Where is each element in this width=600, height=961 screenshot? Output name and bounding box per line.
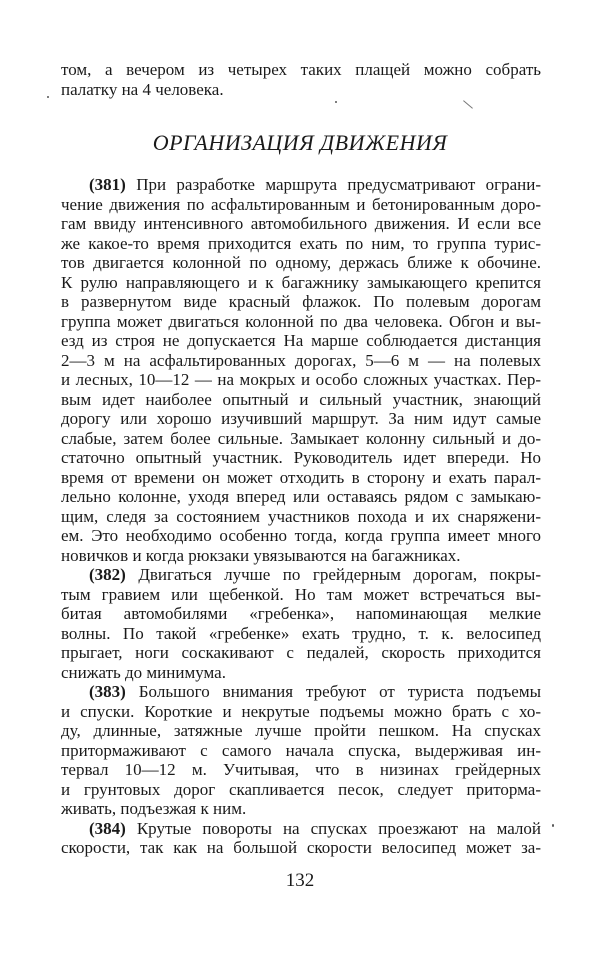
text-line: ду, длинные, затяжные лучше пройти пешком. На спусках [61,721,541,740]
text-line: статочно опытный участник. Руководитель идет впереди. Но [61,448,541,467]
paragraph [61,175,541,565]
text-line: чение движения по асфальтированным и бетонированным доро- [61,194,541,214]
text-line: тов двигается колонной по одному, держась ближе к обочине. [61,253,541,272]
text-line: том, а вечером из четырех таких плащей можно собрать [61,60,541,79]
scan-speck [47,96,49,98]
paragraph [61,819,541,858]
text-line: дорогу или хорошо изучивший маршрут. За ним идут самые [61,409,541,428]
text-line: время от времени он может отходить в сторону и ехать парал- [61,467,541,487]
text-line: битая автомобилями «гребенка», напоминающая мелкие [61,604,541,623]
paragraph-first-line [61,682,541,702]
paragraph [61,682,541,819]
scan-speck [335,101,337,103]
line-text: Большого внимания требуют от туриста подъемы [138,682,541,701]
paragraph-first-line [61,175,541,195]
text-line: слабые, затем более сильные. Замыкает колонну сильный и до- [61,428,541,448]
text-line: волны. По такой «гребенке» ехать трудно, т. к. велосипед [61,623,541,643]
body-text [61,175,541,858]
text-line: К рулю направляющего и к багажнику замыкающего крепится [61,272,541,292]
text-line: езд из строя не допускается На марше соблюдается дистанция [61,331,541,350]
text-line: новичков и когда рюкзаки увязываются на багажниках. [61,545,461,565]
text-line: снижать до минимума. [61,662,226,682]
text-line: же какое-то время приходится ехать по ним, то группа турис- [61,233,541,253]
top-continuation-text [61,60,541,99]
section-heading: ОРГАНИЗАЦИЯ ДВИЖЕНИЯ [152,130,448,155]
text-line: и грунтовых дорог скапливается песок, следует приторма- [61,779,541,799]
text-line: тым гравием или щебенкой. Но там может встречаться вы- [61,584,541,604]
text-line: щим, следя за состоянием участников похода и их снаряжени- [61,506,541,526]
page-number: 132 [285,870,315,891]
text-line: и спуски. Короткие и некрутые подъемы можно брать с хо- [61,701,541,721]
scan-speck [552,824,554,827]
text-line: группа может двигаться колонной по два человека. Обгон и вы- [61,311,541,331]
line-text: Крутые повороты на спусках проезжают на малой [136,818,541,838]
paragraph-number: (382) [89,565,126,584]
paragraph-first-line [61,565,541,585]
text-line: гам ввиду интенсивного автомобильного движения. И если все [61,214,541,233]
text-line: ем. Это необходимо особенно тогда, когда группа имеет много [61,526,541,545]
text-line: палатку на 4 человека. [61,79,224,99]
text-line: притормаживают с самого начала спуска, выдерживая ин- [61,740,541,760]
text-line: и лесных, 10—12 — на мокрых и особо сложных участках. Пер- [61,370,541,389]
paragraph-first-line [61,819,541,839]
paragraph-number: (383) [89,682,126,701]
line-text: При разработке маршрута предусматривают ограни- [136,175,541,194]
line-text: Двигаться лучше по грейдерным дорогам, покры- [138,565,541,584]
text-line: живать, подъезжая к ним. [61,799,247,818]
text-line: 2—3 м на асфальтированных дорогах, 5—6 м — на полевых [61,350,541,370]
paragraph-number: (384) [89,818,126,838]
text-line: лельно колонне, уходя вперед или оставаясь рядом с замыкаю- [61,487,541,506]
paragraph [61,565,541,682]
paragraph-number: (381) [89,175,126,194]
text-line: тервал 10—12 м. Учитывая, что в низинах грейдерных [61,760,541,779]
text-line: вым идет наиболее опытный и сильный участник, знающий [61,389,541,409]
text-line: скорости, так как на большой скорости велосипед может за- [61,838,541,857]
text-line: в развернутом виде красный флажок. По полевым дорогам [61,292,541,311]
scan-scratch [463,100,473,108]
text-line: прыгает, ноги соскакивают с педалей, скорость приходится [61,643,541,662]
